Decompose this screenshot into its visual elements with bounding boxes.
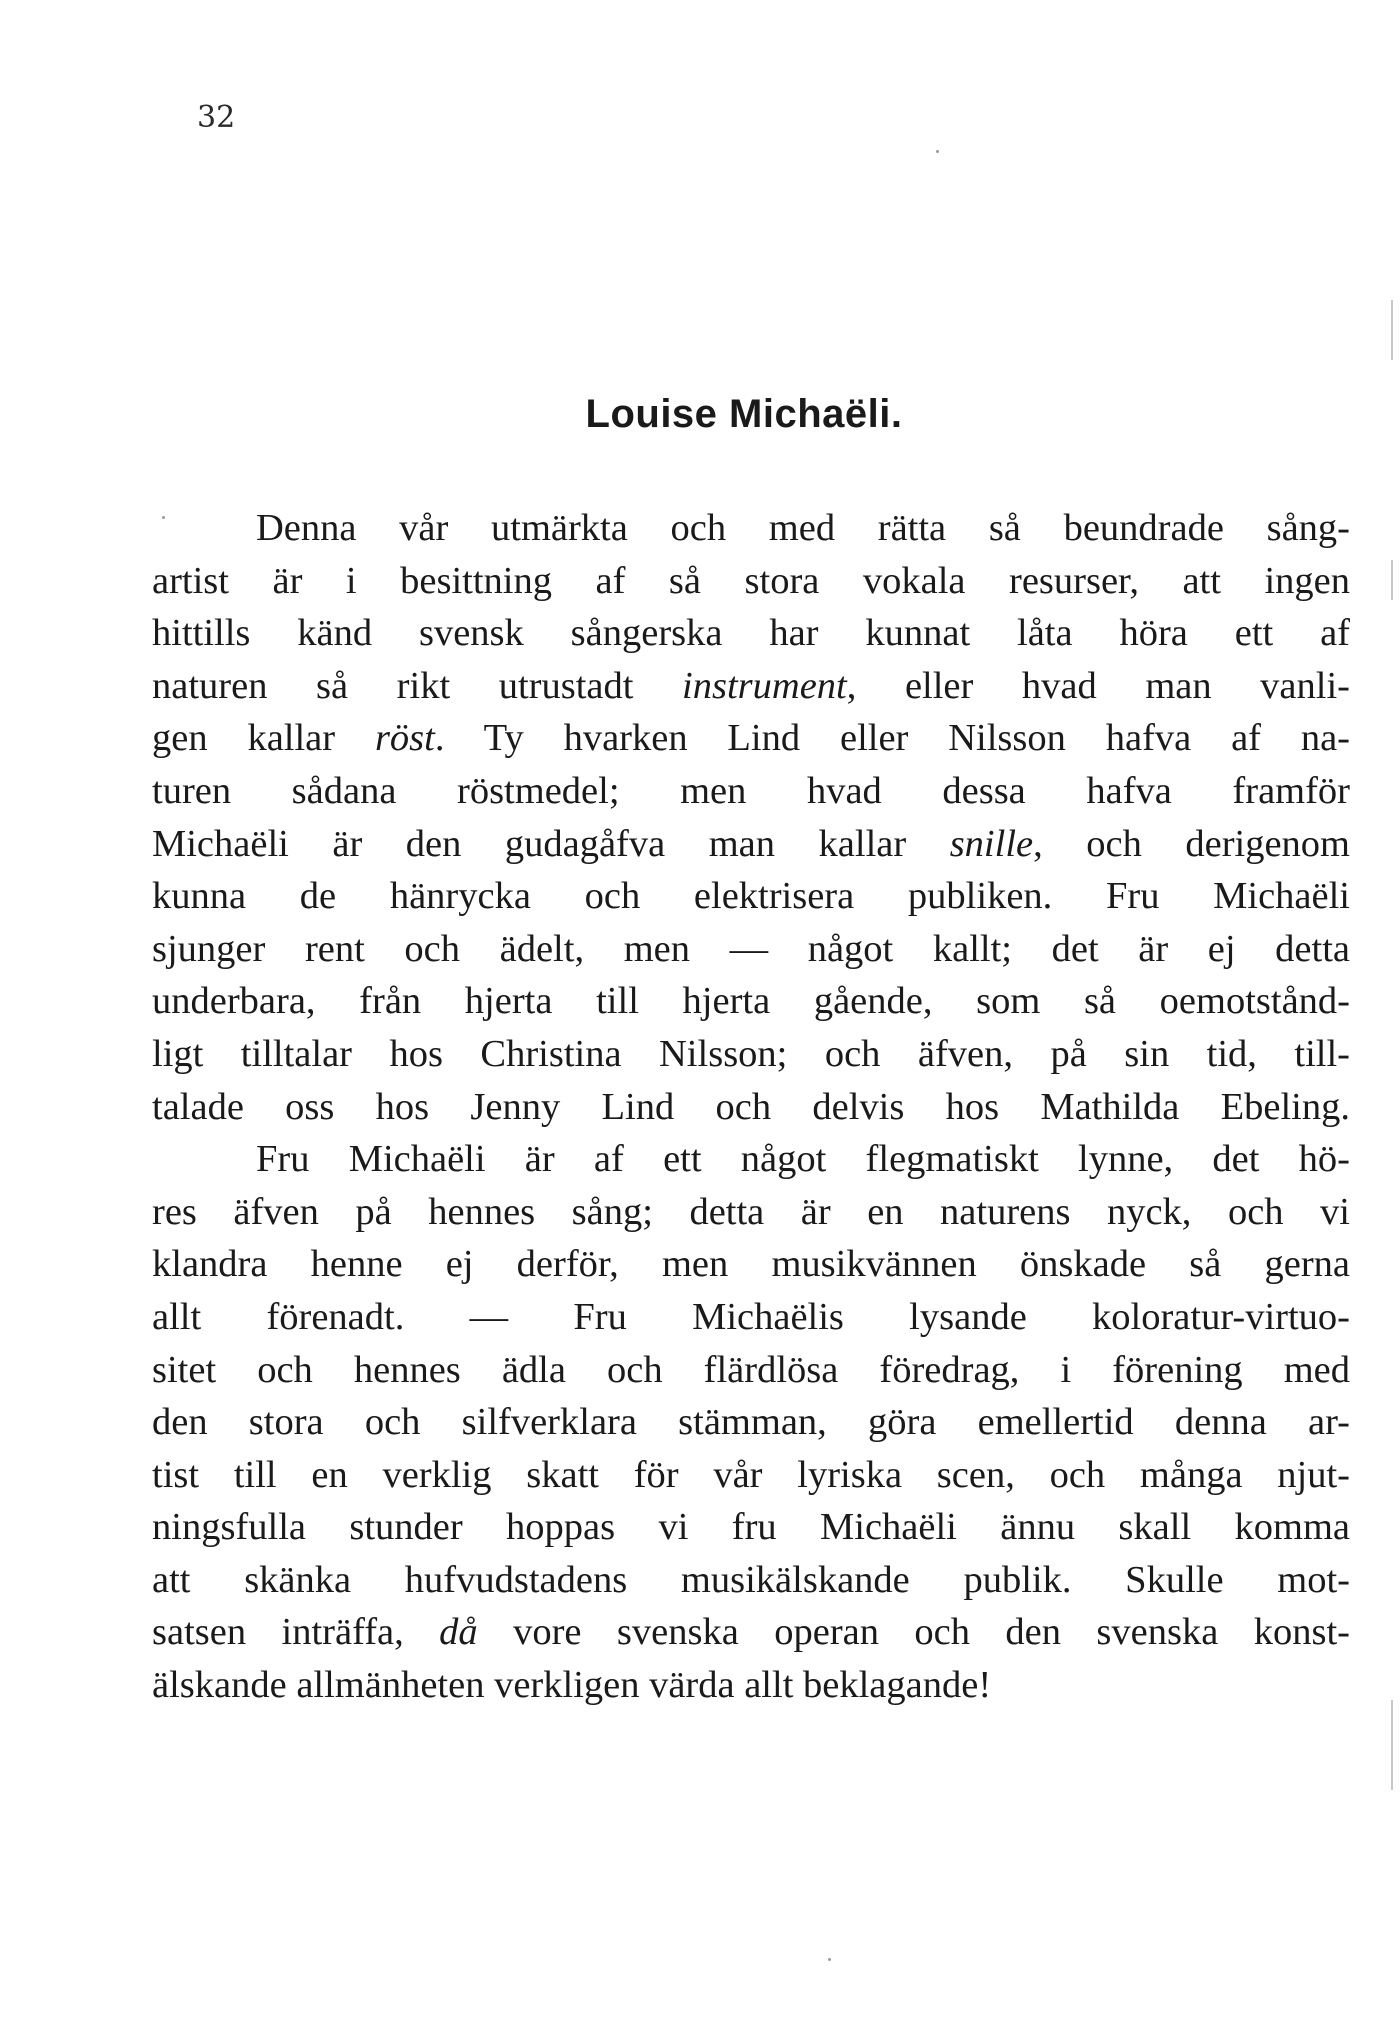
- text-line: ningsfulla stunder hoppas vi fru Michaëli ännu skall komma: [152, 1506, 1350, 1549]
- text-line: älskande allmänheten verkligen värda allt beklagande!: [152, 1664, 992, 1707]
- text-line: naturen så rikt utrustadt instrument, eller hvad man vanli-: [152, 664, 1350, 707]
- italic-word: då: [439, 1611, 478, 1654]
- italic-word: snille: [949, 822, 1034, 865]
- text-line: sjunger rent och ädelt, men — något kallt; det är ej detta: [152, 927, 1350, 970]
- text-line: klandra henne ej derför, men musikvännen önskade så gerna: [152, 1243, 1350, 1286]
- text-line: Michaëli är den gudagåfva man kallar snille, och derigenom: [152, 822, 1350, 865]
- text-line: kunna de hänrycka och elektrisera publiken. Fru Michaëli: [152, 875, 1350, 918]
- text-line: hittills känd svensk sångerska har kunnat låta höra ett af: [152, 612, 1350, 655]
- text-line: Fru Michaëli är af ett något flegmatiskt lynne, det hö-: [256, 1138, 1350, 1181]
- scan-speck: [162, 516, 165, 519]
- body-text: [152, 502, 1350, 1712]
- text-line: underbara, från hjerta till hjerta gående, som så oemotstånd-: [152, 980, 1350, 1023]
- text-line: Denna vår utmärkta och med rätta så beundrade sång-: [256, 507, 1350, 549]
- text-line: turen sådana röstmedel; men hvad dessa hafva framför: [152, 769, 1350, 812]
- text-line: tist till en verklig skatt för vår lyriska scen, och många njut-: [152, 1453, 1350, 1496]
- text-line: allt förenadt. — Fru Michaëlis lysande koloratur-virtuo-: [152, 1295, 1350, 1338]
- text-line: sitet och hennes ädla och flärdlösa föredrag, i förening med: [152, 1348, 1350, 1391]
- text-line: artist är i besittning af så stora vokala resurser, att ingen: [152, 559, 1350, 602]
- chapter-title: Louise Michaëli.: [585, 392, 903, 436]
- scan-speck: [828, 1958, 831, 1961]
- text-line: talade oss hos Jenny Lind och delvis hos Mathilda Ebeling.: [152, 1085, 1350, 1128]
- italic-word: instrument: [682, 664, 847, 707]
- text-line: res äfven på hennes sång; detta är en naturens nyck, och vi: [152, 1190, 1350, 1233]
- italic-word: röst: [374, 717, 435, 760]
- text-line: den stora och silfverklara stämman, göra emellertid denna ar-: [152, 1401, 1350, 1444]
- scan-speck: [936, 150, 939, 153]
- text-line: satsen inträffa, då vore svenska operan och den svenska konst-: [152, 1611, 1350, 1654]
- scan-edge-mark: [1391, 300, 1393, 360]
- text-line: att skänka hufvudstadens musikälskande publik. Skulle mot-: [152, 1558, 1350, 1601]
- page-number: 32: [197, 100, 236, 135]
- text-line: gen kallar röst. Ty hvarken Lind eller Nilsson hafva af na-: [152, 717, 1350, 760]
- scan-edge-mark: [1391, 560, 1393, 600]
- scan-edge-mark: [1391, 1700, 1393, 1790]
- text-line: ligt tilltalar hos Christina Nilsson; och äfven, på sin tid, till-: [152, 1032, 1350, 1075]
